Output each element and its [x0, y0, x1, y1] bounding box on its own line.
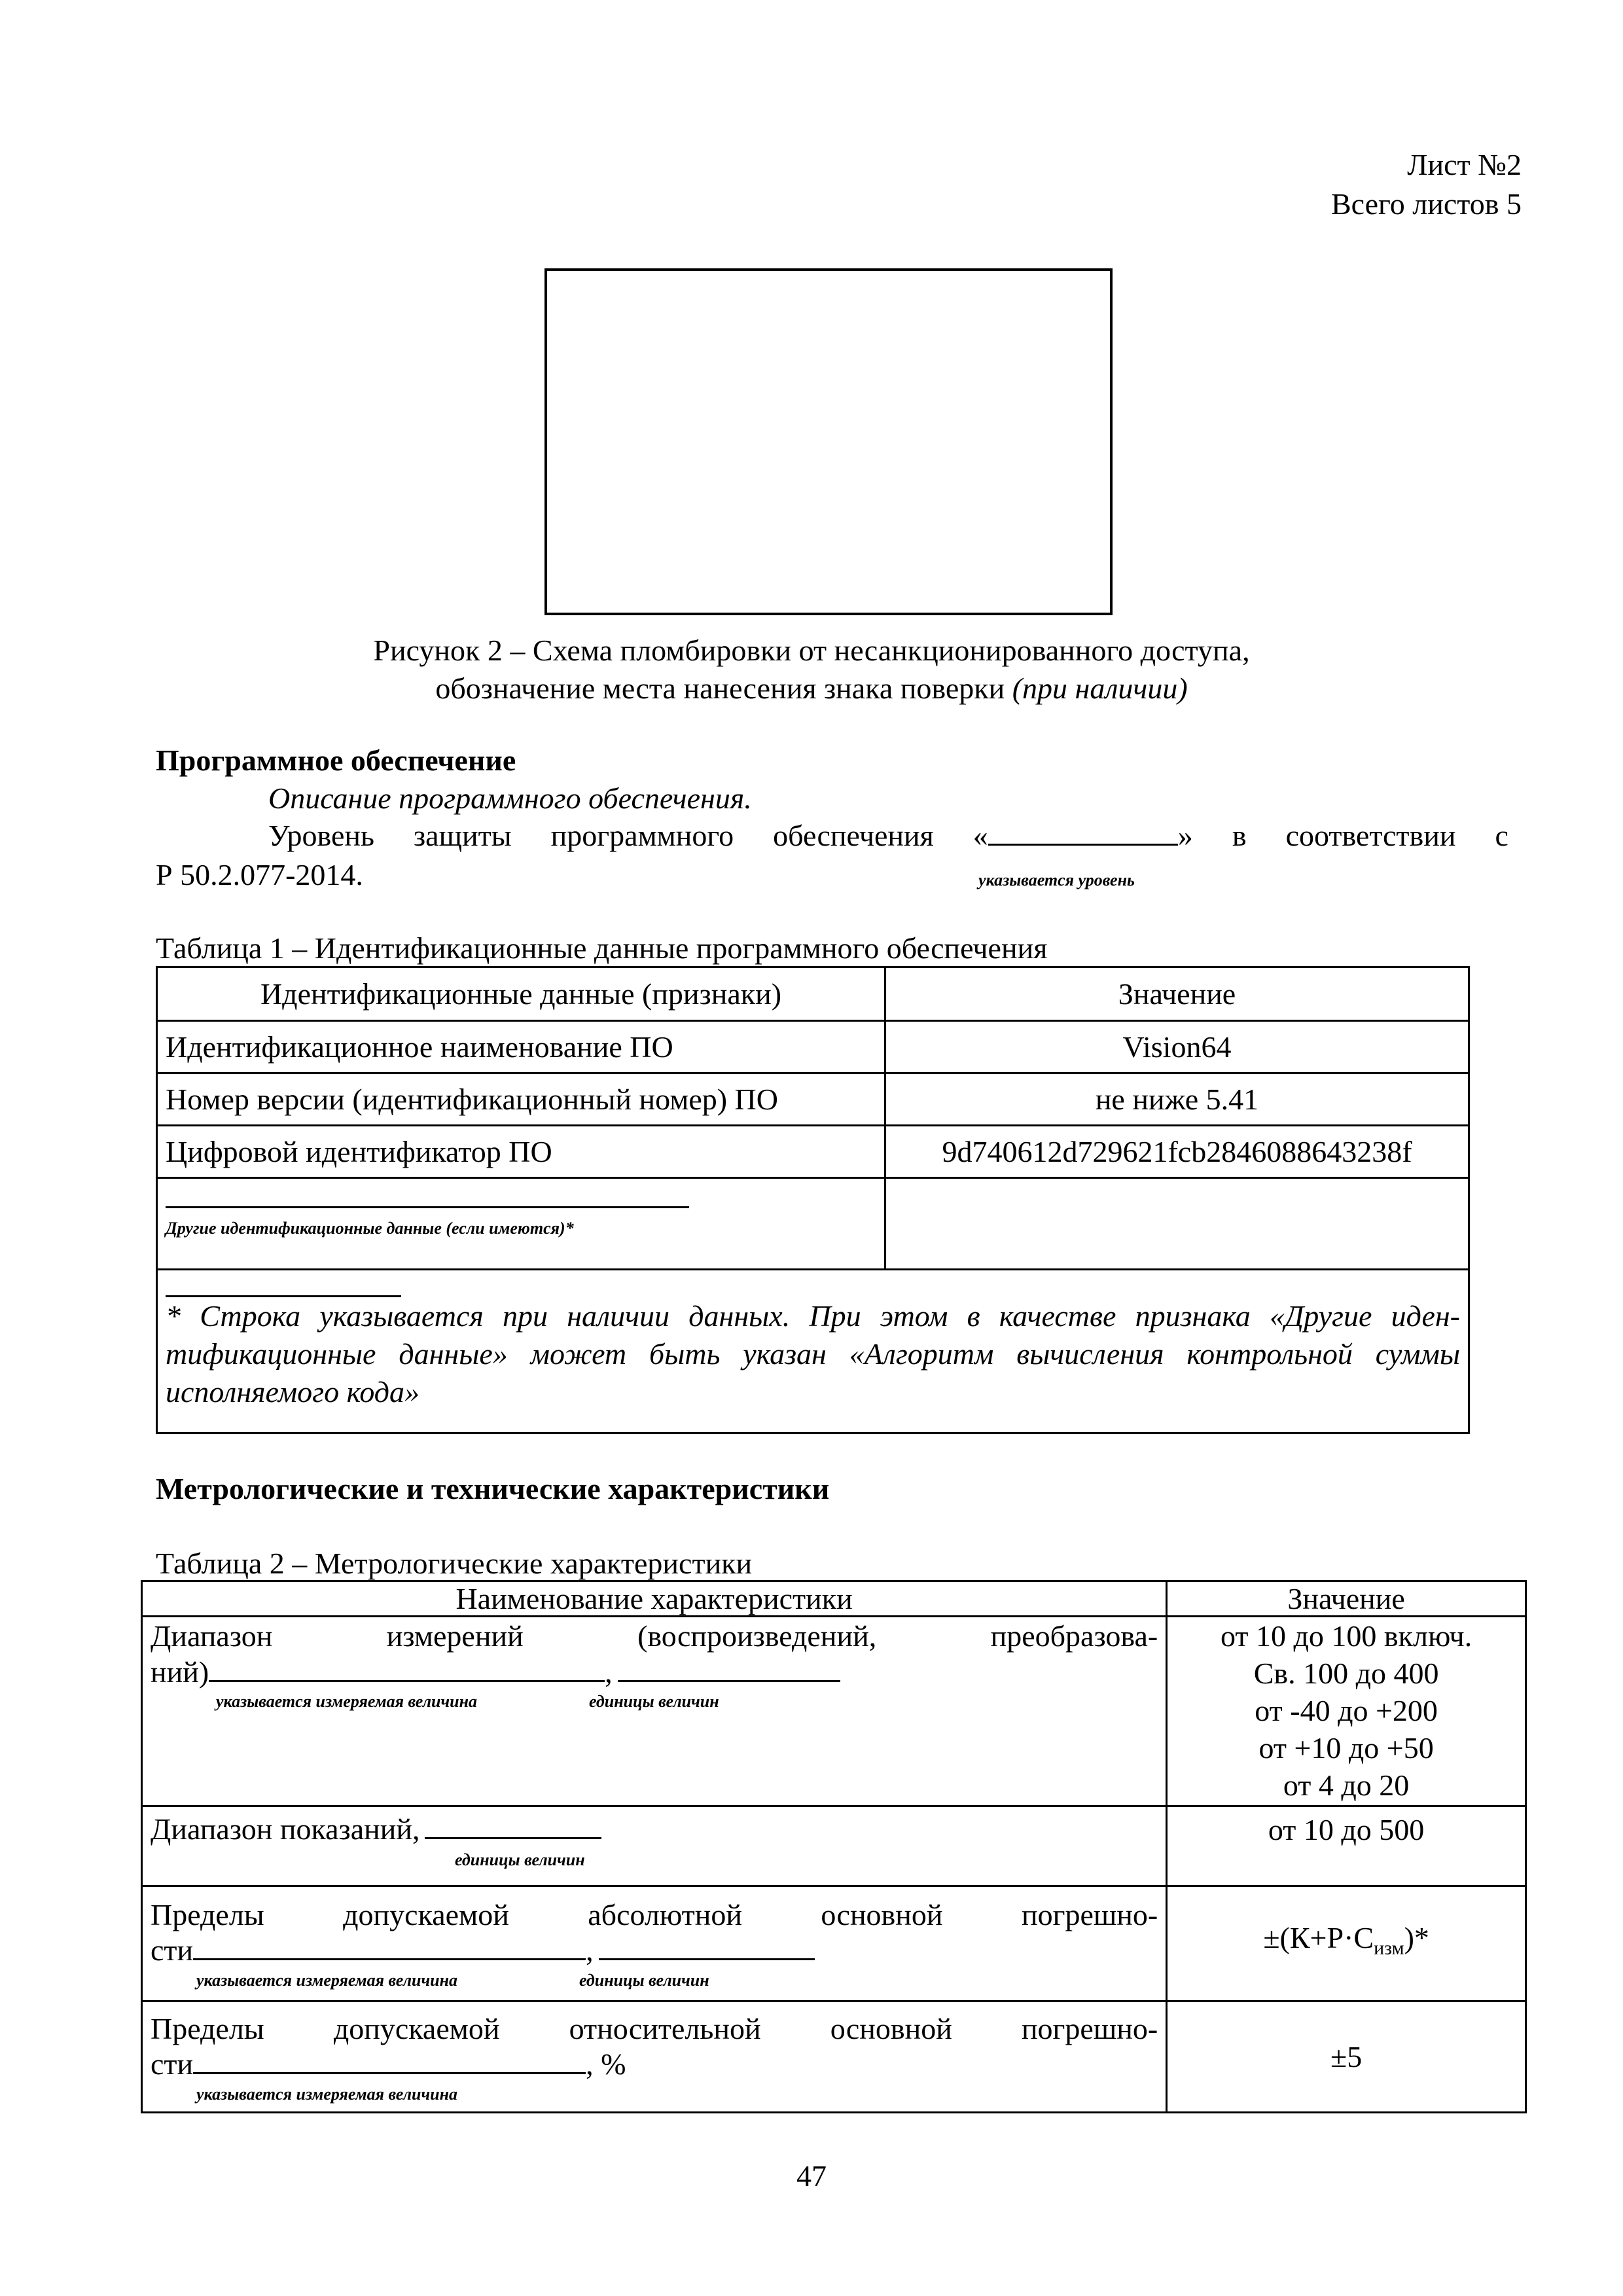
- figure-caption-italic: (при наличии): [1012, 672, 1188, 705]
- other-underline: [166, 1193, 689, 1208]
- table2-value-cell: ±5: [1167, 2001, 1526, 2113]
- table-row: [157, 1270, 1469, 1433]
- table1-label-cell: Цифровой идентификатор ПО: [157, 1126, 885, 1178]
- protection-level-line: [268, 818, 1508, 853]
- range-value: от -40 до +200: [1255, 1694, 1438, 1727]
- units-underline: [599, 1935, 815, 1960]
- table-row: [157, 1021, 1469, 1073]
- figure-placeholder: [544, 268, 1113, 615]
- table-row: [157, 1126, 1469, 1178]
- qty-underline: [193, 2049, 586, 2074]
- table1-other-value: [885, 1178, 1469, 1270]
- qty-note: указывается измеряемая величина: [216, 1692, 478, 1711]
- table1-header-cell: Идентификационные данные (признаки): [157, 967, 885, 1021]
- qty-underline: [209, 1657, 605, 1682]
- table2-label-cell: [142, 1617, 1167, 1806]
- table-row: [142, 1886, 1526, 2001]
- metrology-heading: Метрологические и технические характеристики: [156, 1472, 830, 1505]
- units-note: единицы величин: [589, 1692, 719, 1711]
- range-value: Св. 100 до 400: [1253, 1657, 1439, 1690]
- word: защиты: [414, 819, 512, 852]
- table2-header-cell: Значение: [1167, 1581, 1526, 1617]
- range-value: от +10 до +50: [1258, 1731, 1434, 1765]
- total-sheets: Всего листов 5: [1330, 187, 1522, 221]
- table1-value-cell: 9d740612d729621fcb2846088643238f: [885, 1126, 1469, 1178]
- figure-caption-line1: Рисунок 2 – Схема пломбировки от несанкционированного доступа,: [373, 634, 1250, 667]
- table2-label-cell: Пределы допускаемой относительной основной погрешно- сти , % указывается измеряемая величина: [142, 2001, 1167, 2113]
- units-underline: [425, 1814, 601, 1839]
- qty-note: указывается измеряемая величина: [196, 2085, 458, 2104]
- level-blank: « »: [972, 819, 1193, 852]
- software-description: Описание программного обеспечения.: [268, 781, 752, 815]
- units-note: единицы величин: [455, 1850, 585, 1869]
- row1-line2: ний) ,: [151, 1655, 1158, 1689]
- table1-label-cell: Идентификационное наименование ПО: [157, 1021, 885, 1073]
- qty-note: указывается измеряемая величина: [196, 1971, 458, 1990]
- qty-underline: [193, 1935, 586, 1960]
- range-value: от 10 до 100 включ.: [1221, 1619, 1472, 1653]
- table2-title: Таблица 2 – Метрологические характеристики: [156, 1547, 753, 1580]
- table-row: [142, 2001, 1526, 2113]
- word: в: [1232, 819, 1247, 852]
- row1-line1: Диапазон измерений (воспроизведений, преобразова-: [151, 1619, 1158, 1653]
- footnote-rule: [166, 1289, 401, 1297]
- word: соответствии: [1285, 819, 1456, 852]
- table1-footnote: * Строка указывается при наличии данных. При этом в качестве признака «Другие иден-тификационные данные» может быть указан «Алгоритм вычисления контрольной суммы исполняемого кода»: [166, 1299, 1460, 1408]
- figure-caption-text: обозначение места нанесения знака поверки: [435, 672, 1005, 705]
- word: Уровень: [268, 819, 374, 852]
- table1-footnote-cell: [157, 1270, 1469, 1433]
- range-value: от 4 до 20: [1283, 1768, 1410, 1802]
- word: обеспечения: [773, 819, 934, 852]
- standard-ref: Р 50.2.077-2014.: [156, 858, 363, 891]
- figure-caption-line2: [0, 670, 1623, 708]
- table2-label-cell: Пределы допускаемой абсолютной основной погрешно- сти , указывается измеряемая величина единицы величин: [142, 1886, 1167, 2001]
- table1-header-cell: Значение: [885, 967, 1469, 1021]
- table2: [141, 1580, 1527, 2113]
- page-number: 47: [796, 2159, 827, 2193]
- units-note: единицы величин: [579, 1971, 709, 1990]
- table2-header-cell: Наименование характеристики: [142, 1581, 1167, 1617]
- table-row: [142, 1617, 1526, 1806]
- table-row: [142, 1806, 1526, 1886]
- table1-title: Таблица 1 – Идентификационные данные программного обеспечения: [156, 931, 1048, 965]
- table1-other-cell: [157, 1178, 885, 1270]
- word: с: [1495, 819, 1508, 852]
- table-row: [157, 1178, 1469, 1270]
- table2-value-cell: от 10 до 500: [1167, 1806, 1526, 1886]
- table2-label-cell: Диапазон показаний, единицы величин: [142, 1806, 1167, 1886]
- level-underline: [988, 820, 1178, 846]
- table1-label-cell: Номер версии (идентификационный номер) ПО: [157, 1073, 885, 1126]
- software-heading: Программное обеспечение: [156, 744, 516, 777]
- sheet-number: Лист №2: [1407, 148, 1522, 181]
- table1: [156, 966, 1470, 1434]
- other-note: Другие идентификационные данные (если имеются)*: [166, 1219, 574, 1238]
- level-note: указывается уровень: [978, 870, 1135, 889]
- table1-header-row: [157, 967, 1469, 1021]
- table2-value-cell: $\pm(К+Р\cdot С_{изм})*$: [1167, 1886, 1526, 2001]
- table1-value-cell: не ниже 5.41: [885, 1073, 1469, 1126]
- word: программного: [550, 819, 734, 852]
- table1-value-cell: Vision64: [885, 1021, 1469, 1073]
- table-row: [157, 1073, 1469, 1126]
- units-underline: [618, 1657, 840, 1682]
- table2-value-cell: [1167, 1617, 1526, 1806]
- table2-header-row: [142, 1581, 1526, 1617]
